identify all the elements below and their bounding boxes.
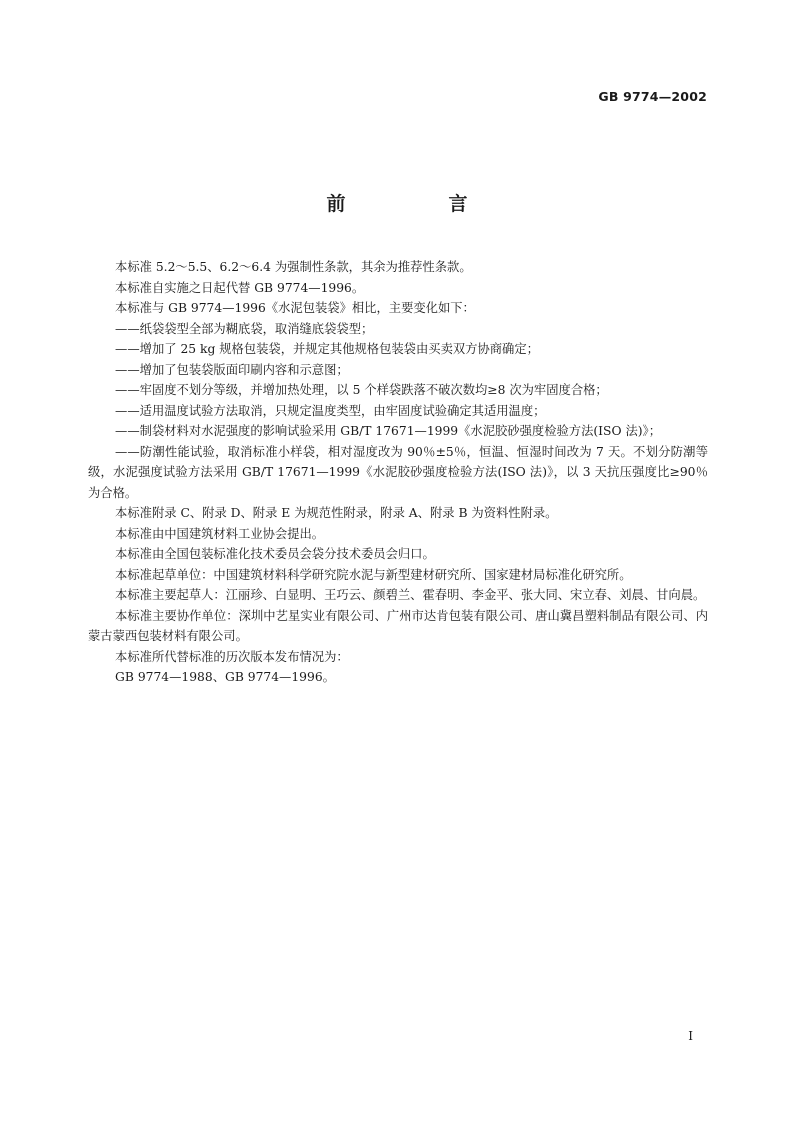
paragraph-previous-editions: 本标准所代替标准的历次版本发布情况为： [115, 649, 349, 664]
paragraph-drafting-units: 本标准起草单位：中国建筑材料科学研究院水泥与新型建材研究所、国家建材局标准化研究所。 [115, 567, 632, 582]
paragraph-proposed-by: 本标准由中国建筑材料工业协会提出。 [115, 526, 325, 541]
change-item-25kg: ——增加了 25 kg 规格包装袋，并规定其他规格包装袋由买卖双方协商确定； [115, 342, 539, 356]
paragraph-main-changes: 本标准与 GB 9774—1996《水泥包装袋》相比，主要变化如下： [115, 301, 475, 315]
page-number: I [688, 1029, 693, 1043]
change-item-bag-type: ——纸袋袋型全部为糊底袋，取消缝底袋袋型； [115, 321, 374, 336]
paragraph-annexes: 本标准附录 C、附录 D、附录 E 为规范性附录，附录 A、附录 B 为资料性附录。 [115, 506, 558, 520]
change-item-moisture: ——防潮性能试验，取消标准小样袋，相对湿度改为 90％±5％，恒温、恒湿时间改为 7 天。不划分防潮等级，水泥强度试验方法采用 GB/T 17671—1999《水泥胶砂强度检验方法(ISO 法)》，以 3 天抗压强度比≥90％为合格。 [88, 444, 708, 500]
change-item-temperature: ——适用温度试验方法取消，只规定温度类型，由牢固度试验确定其适用温度； [115, 403, 546, 418]
change-item-printing: ——增加了包装袋版面印刷内容和示意图； [115, 362, 349, 377]
paragraph-drafters: 本标准主要起草人：江丽珍、白显明、王巧云、颜碧兰、霍春明、李金平、张大同、宋立春、刘晨、甘向晨。 [115, 588, 706, 602]
paragraph-replaces: 本标准自实施之日起代替 GB 9774—1996。 [115, 280, 365, 295]
paragraph-edition-list: GB 9774—1988、GB 9774—1996。 [115, 670, 335, 684]
paragraph-mandatory-clauses: 本标准 5.2～5.5、6.2～6.4 为强制性条款，其余为推荐性条款。 [115, 260, 472, 274]
page-title: 前 言 [326, 193, 510, 215]
change-item-strength-test: ——制袋材料对水泥强度的影响试验采用 GB/T 17671—1999《水泥胶砂强度检验方法(ISO 法)》； [115, 424, 661, 438]
paragraph-cooperating-units: 本标准主要协作单位：深圳中艺星实业有限公司、广州市达肯包装有限公司、唐山冀昌塑料制品有限公司、内蒙古蒙西包装材料有限公司。 [88, 608, 708, 643]
change-item-firmness: ——牢固度不划分等级，并增加热处理，以 5 个样袋跌落不破次数均≥8 次为牢固度合格； [115, 383, 608, 397]
standard-code: GB 9774—2002 [598, 89, 707, 104]
preface-body [88, 257, 708, 688]
paragraph-governed-by: 本标准由全国包装标准化技术委员会袋分技术委员会归口。 [115, 547, 435, 561]
